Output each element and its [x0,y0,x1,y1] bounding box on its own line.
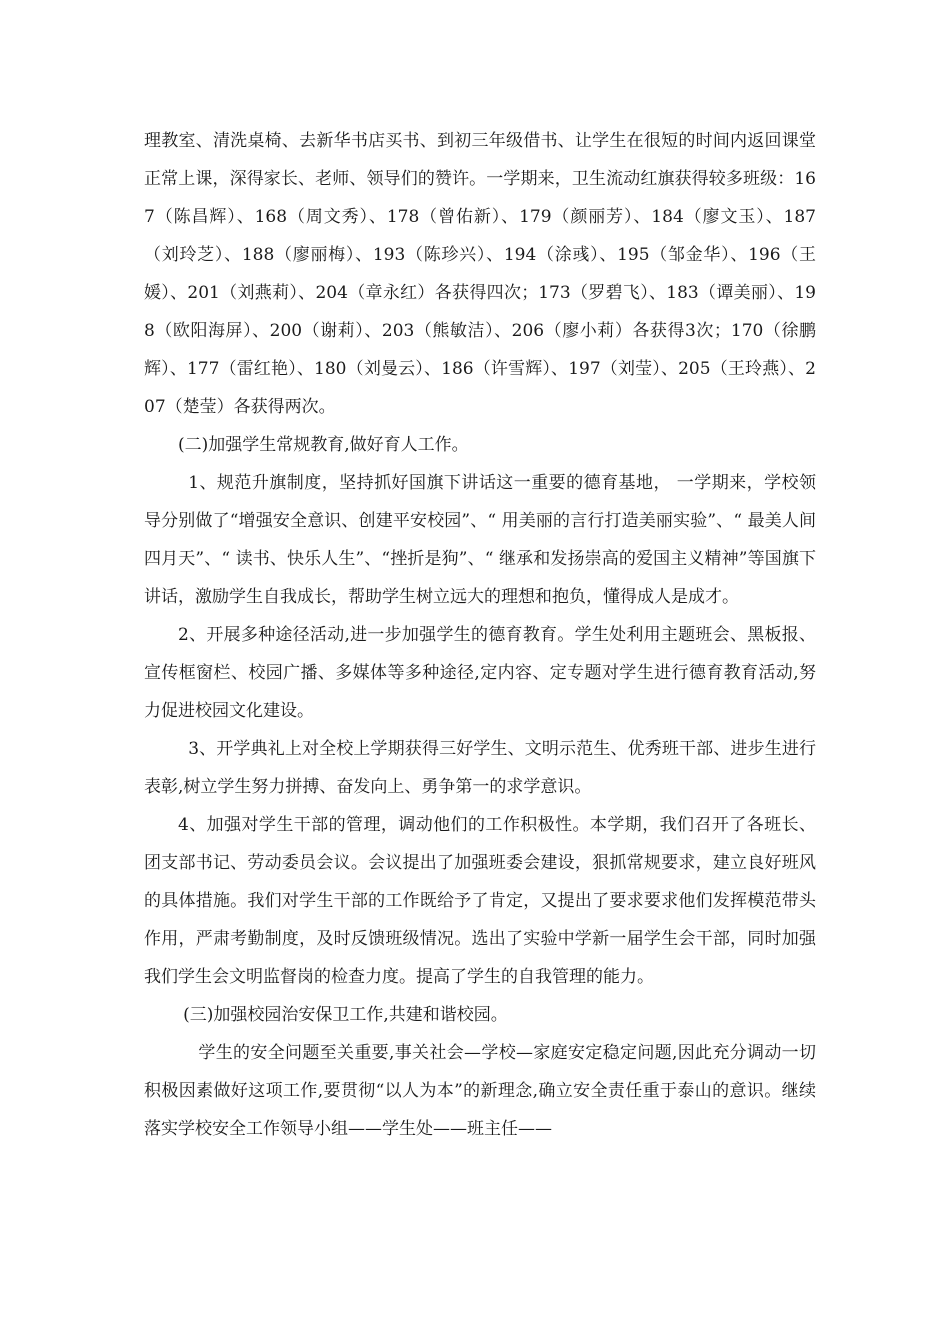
section-heading-routine-education: (二)加强学生常规教育,做好育人工作。 [178,435,469,455]
document-body [144,122,816,1148]
paragraph-student-cadres: 4、加强对学生干部的管理，调动他们的工作积极性。本学期，我们召开了各班长、团支部书记、劳动委员会议。会议提出了加强班委会建设，狠抓常规要求，建立良好班风的具体措施。我们对学生干部的工作既给予了肯定，又提出了要求要求他们发挥模范带头作用，严肃考勤制度，及时反馈班级情况。选出了实验中学新一届学生会干部，同时加强我们学生会文明监督岗的检查力度。提高了学生的自我管理的能力。 [144,815,816,987]
section-heading-campus-security: (三)加强校园治安保卫工作,共建和谐校园。 [183,1005,508,1025]
paragraph-multiple-activities: 2、开展多种途径活动,进一步加强学生的德育教育。学生处利用主题班会、黑板报、宣传框窗栏、校园广播、多媒体等多种途径,定内容、定专题对学生进行德育教育活动,努力促进校园文化建设。 [144,625,816,721]
paragraph-flag-raising: 1、规范升旗制度，坚持抓好国旗下讲话这一重要的德育基地， 一学期来，学校领导分别做了“增强安全意识、创建平安校园”、“ 用美丽的言行打造美丽实验”、“ 最美人间四月天”、“ 读书、快乐人生”、“挫折是狗”、“ 继承和发扬崇高的爱国主义精神”等国旗下讲话，激励学生自我成长，帮助学生树立远大的理想和抱负，懂得成人是成才。 [144,473,816,607]
paragraph-student-safety: 学生的安全问题至关重要,事关社会—学校—家庭安定稳定问题,因此充分调动一切积极因素做好这项工作,要贯彻“以人为本”的新理念,确立安全责任重于泰山的意识。继续落实学校安全工作领导小组——学生处——班主任—— [144,1043,816,1139]
paragraph-hygiene-red-flag: 理教室、清洗桌椅、去新华书店买书、到初三年级借书、让学生在很短的时间内返回课堂正常上课，深得家长、老师、领导们的赞许。一学期来，卫生流动红旗获得较多班级：167（陈昌辉）、168（周文秀）、178（曾佑新）、179（颜丽芳）、184（廖文玉）、187（刘玲芝）、188（廖丽梅）、193（陈珍兴）、194（涂彧）、195（邹金华）、196（王媛）、201（刘燕莉）、204（章永红）各获得四次；173（罗碧飞）、183（谭美丽）、198（欧阳海屏）、200（谢莉）、203（熊敏洁）、206（廖小莉）各获得3次；170（徐鹏辉）、177（雷红艳）、180（刘曼云）、186（许雪辉）、197（刘莹）、205（王玲燕）、207（楚莹）各获得两次。 [144,131,816,417]
paragraph-opening-ceremony: 3、开学典礼上对全校上学期获得三好学生、文明示范生、优秀班干部、进步生进行表彰,树立学生努力拼搏、奋发向上、勇争第一的求学意识。 [144,739,816,797]
